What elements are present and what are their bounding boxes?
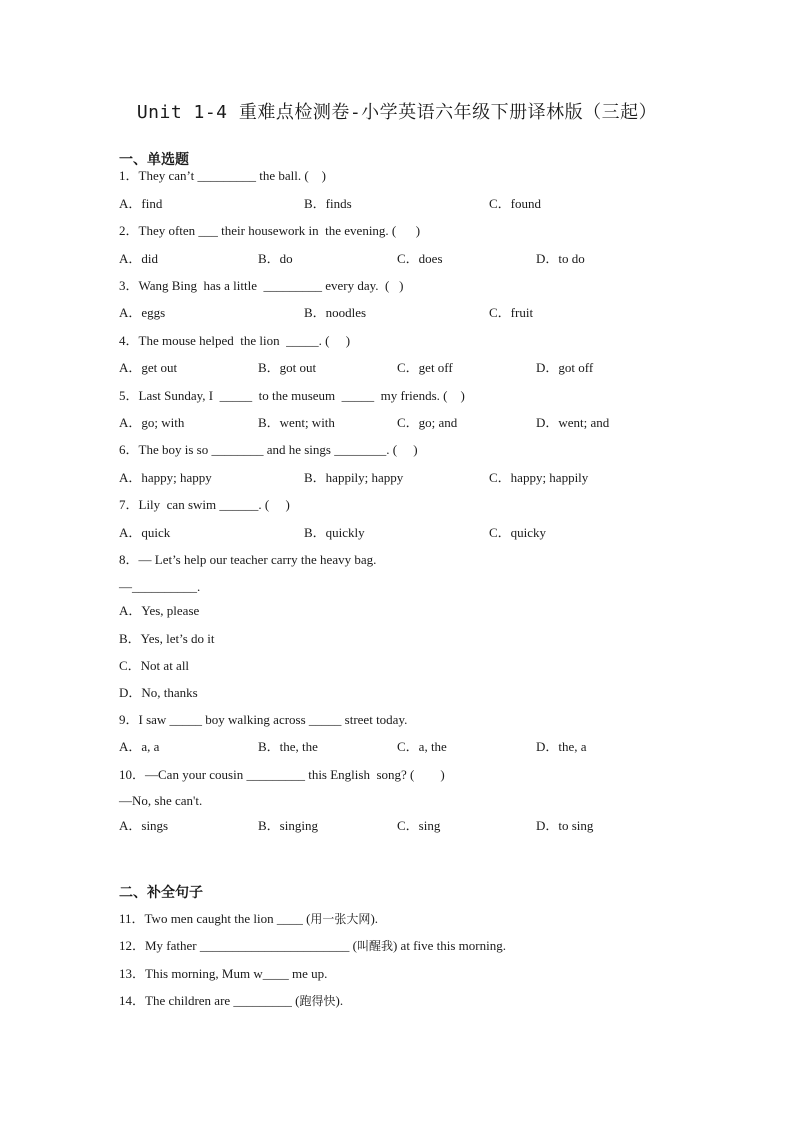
q5-option-d: D．went; and xyxy=(536,415,610,430)
q1-option-a: A．find xyxy=(119,196,163,211)
q14-end: ). xyxy=(335,993,344,1008)
q8-option-c: C．Not at all xyxy=(119,658,190,673)
q14-text: 14．The children are _________ ( xyxy=(119,993,300,1008)
q9-option-b: B．the, the xyxy=(258,739,318,754)
q1-option-b: B．finds xyxy=(304,196,352,211)
question-3: 3．Wang Bing has a little _________ every day. ( ) xyxy=(119,278,404,293)
q14-hint: 跑得快 xyxy=(299,994,336,1008)
q8-option-a: A．Yes, please xyxy=(119,603,200,618)
question-13 xyxy=(119,966,327,982)
question-12 xyxy=(119,938,506,954)
q2-option-a: A．did xyxy=(119,251,159,266)
q11-end: ). xyxy=(370,911,379,926)
q11-text: 11．Two men caught the lion ____ ( xyxy=(119,911,311,926)
q4-option-a: A．get out xyxy=(119,360,178,375)
q5-option-b: B．went; with xyxy=(258,415,335,430)
question-6: 6．The boy is so ________ and he sings ________. ( ) xyxy=(119,442,418,457)
q11-hint: 用一张大网 xyxy=(310,912,371,926)
q6-option-c: C．happy; happily xyxy=(489,470,589,485)
question-10: 10．—Can your cousin _________ this English song? ( ) xyxy=(119,767,445,782)
q7-option-a: A．quick xyxy=(119,525,171,540)
q9-option-d: D．the, a xyxy=(536,739,587,754)
q13-text: 13．This morning, Mum w____ me up. xyxy=(119,966,328,981)
question-11 xyxy=(119,911,378,927)
q7-option-c: C．quicky xyxy=(489,525,547,540)
q4-option-c: C．get off xyxy=(397,360,453,375)
q10-option-a: A．sings xyxy=(119,818,169,833)
q2-option-d: D．to do xyxy=(536,251,585,266)
q10-option-d: D．to sing xyxy=(536,818,594,833)
question-4: 4．The mouse helped the lion _____. ( ) xyxy=(119,333,351,348)
question-5: 5．Last Sunday, I _____ to the museum _____ my friends. ( ) xyxy=(119,388,465,403)
q10-option-b: B．singing xyxy=(258,818,318,833)
q1-option-c: C．found xyxy=(489,196,542,211)
q4-option-d: D．got off xyxy=(536,360,594,375)
q12-text: 12．My father _______________________ ( xyxy=(119,938,357,953)
q2-option-b: B．do xyxy=(258,251,293,266)
page-title: Unit 1-4 重难点检测卷-小学英语六年级下册译林版（三起） xyxy=(136,102,658,123)
q12-end: ) at five this morning. xyxy=(392,938,506,953)
q9-option-a: A．a, a xyxy=(119,739,160,754)
q8-option-d: D．No, thanks xyxy=(119,685,198,700)
q6-option-a: A．happy; happy xyxy=(119,470,212,485)
q9-option-c: C．a, the xyxy=(397,739,447,754)
section-heading-single-choice: 一、单选题 xyxy=(119,152,189,168)
q4-option-b: B．got out xyxy=(258,360,317,375)
section-heading-complete-sentences: 二、补全句子 xyxy=(119,885,203,901)
q6-option-b: B．happily; happy xyxy=(304,470,404,485)
q7-option-b: B．quickly xyxy=(304,525,365,540)
question-9: 9．I saw _____ boy walking across _____ street today. xyxy=(119,712,408,727)
q5-option-a: A．go; with xyxy=(119,415,185,430)
question-2: 2．They often ___ their housework in the evening. ( ) xyxy=(119,223,421,238)
q3-option-b: B．noodles xyxy=(304,305,367,320)
q8-option-b: B．Yes, let’s do it xyxy=(119,631,215,646)
q8-reply-blank: —__________. xyxy=(119,579,201,594)
q3-option-a: A．eggs xyxy=(119,305,166,320)
q5-option-c: C．go; and xyxy=(397,415,458,430)
q10-option-c: C．sing xyxy=(397,818,441,833)
question-7: 7．Lily can swim ______. ( ) xyxy=(119,497,290,512)
question-14 xyxy=(119,993,343,1009)
q12-hint: 叫醒我 xyxy=(356,939,393,953)
q3-option-c: C．fruit xyxy=(489,305,534,320)
question-1: 1．They can’t _________ the ball. ( ) xyxy=(119,168,326,183)
q2-option-c: C．does xyxy=(397,251,443,266)
question-8: 8．— Let’s help our teacher carry the heavy bag. xyxy=(119,552,377,567)
q10-reply: —No, she can't. xyxy=(119,793,203,808)
